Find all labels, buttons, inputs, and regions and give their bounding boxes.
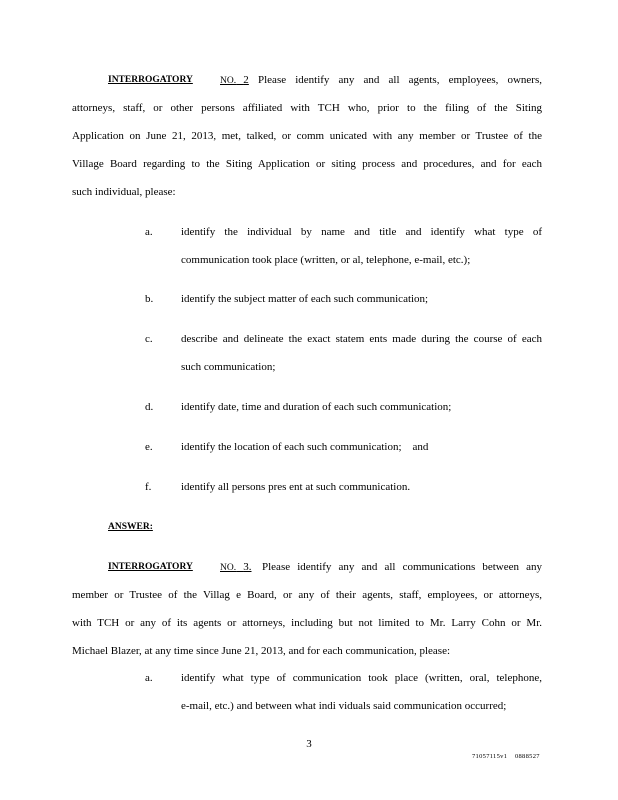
- page-number: 3: [306, 738, 312, 750]
- interrogatory-3-line-3: with TCH or any of its agents or attorneys, including but not limited to Mr. Larry Cohn or Mr.: [72, 617, 542, 629]
- item-e-line-1: identify the location of each such communication; and: [181, 441, 429, 453]
- item-a-line-1: identify the individual by name and title and identify what type of: [181, 226, 542, 238]
- item-f-line-1: identify all persons pres ent at such communication.: [181, 481, 411, 493]
- interrogatory-3-heading: INTERROGATORY: [108, 562, 193, 572]
- item-marker-b: b.: [145, 293, 154, 305]
- item-3a-line-1: identify what type of communication took place (written, oral, telephone,: [181, 672, 542, 684]
- item-a-line-2: communication took place (written, or al, telephone, e-mail, etc.);: [181, 254, 471, 266]
- item-d-line-1: identify date, time and duration of each such communication;: [181, 401, 452, 413]
- item-3-marker-a: a.: [145, 672, 153, 684]
- interrogatory-2-line-2: attorneys, staff, or other persons affiliated with TCH who, prior to the filing of the Siting: [72, 102, 542, 114]
- item-c-line-1: describe and delineate the exact statem ents made during the course of each: [181, 333, 542, 345]
- interrogatory-2-heading: INTERROGATORY: [108, 75, 193, 85]
- interrogatory-2-no-label: NO. 2: [220, 74, 249, 86]
- document-id: 71057115v1 0888527: [472, 753, 540, 760]
- item-b-line-1: identify the subject matter of each such communication;: [181, 293, 429, 305]
- interrogatory-2-line-4: Village Board regarding to the Siting Application or siting process and procedures, and for each: [72, 158, 542, 170]
- item-marker-a: a.: [145, 226, 153, 238]
- interrogatory-3-line-4: Michael Blazer, at any time since June 21, 2013, and for each communication, please:: [72, 645, 451, 657]
- interrogatory-2-line-5: such individual, please:: [72, 186, 176, 198]
- item-marker-d: d.: [145, 401, 154, 413]
- item-marker-f: f.: [145, 481, 152, 493]
- interrogatory-3-line-1: Please identify any and all communications between any: [262, 561, 542, 573]
- interrogatory-2-line-1: Please identify any and all agents, employees, owners,: [258, 74, 542, 86]
- interrogatory-2-line-3: Application on June 21, 2013, met, talked, or comm unicated with any member or Trustee of the: [72, 130, 542, 142]
- interrogatory-3-no-label: NO. 3.: [220, 561, 252, 573]
- item-marker-c: c.: [145, 333, 153, 345]
- item-3a-line-2: e-mail, etc.) and between what indi viduals said communication occurred;: [181, 700, 507, 712]
- interrogatory-3-line-2: member or Trustee of the Villag e Board, or any of their agents, staff, employees, or attorneys,: [72, 589, 542, 601]
- answer-label: ANSWER:: [108, 522, 153, 532]
- item-c-line-2: such communication;: [181, 361, 276, 373]
- item-marker-e: e.: [145, 441, 153, 453]
